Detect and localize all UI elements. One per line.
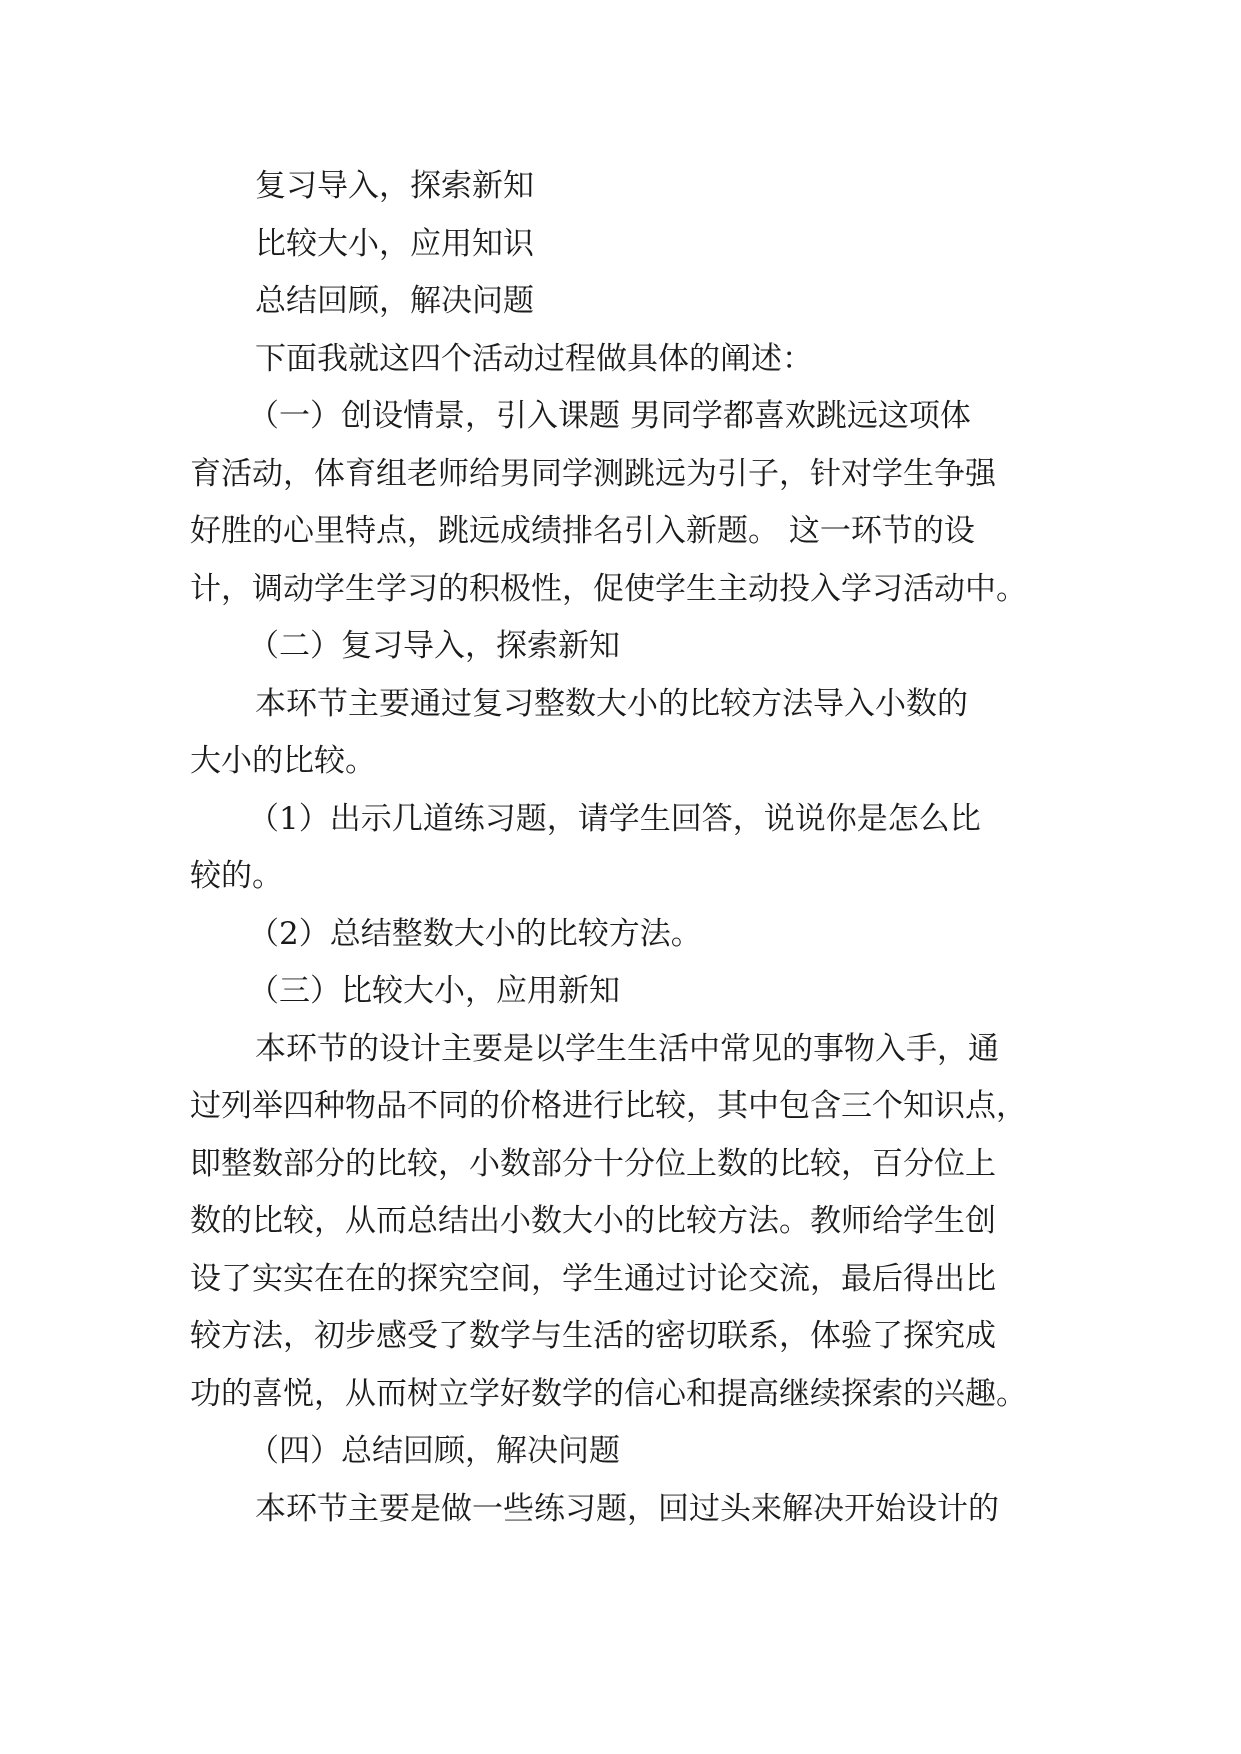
section-heading-1: （一）创设情景，引入课题 男同学都喜欢跳远这项体 — [248, 398, 971, 434]
paragraph-line: 较的。 — [190, 858, 283, 894]
section-heading-4: （四）总结回顾，解决问题 — [248, 1433, 620, 1469]
paragraph-line: 大小的比较。 — [190, 743, 376, 779]
paragraph-line: 本环节主要是做一些练习题，回过头来解决开始设计的 — [255, 1490, 999, 1527]
paragraph-line: 好胜的心里特点，跳远成绩排名引入新题。 这一环节的设 — [190, 513, 975, 549]
paragraph-line: 设了实实在在的探究空间，学生通过讨论交流，最后得出比 — [190, 1260, 996, 1297]
document-body — [190, 158, 1060, 1538]
paragraph-line: 功的喜悦，从而树立学好数学的信心和提高继续探索的兴趣。 — [190, 1375, 1027, 1412]
paragraph-line: 即整数部分的比较，小数部分十分位上数的比较，百分位上 — [190, 1145, 996, 1182]
paragraph-line: 数的比较，从而总结出小数大小的比较方法。教师给学生创 — [190, 1203, 996, 1239]
list-item-2: （2）总结整数大小的比较方法。 — [248, 915, 702, 952]
paragraph-line: 总结回顾，解决问题 — [255, 283, 534, 319]
paragraph-line: 复习导入，探索新知 — [255, 168, 534, 204]
paragraph-line: 下面我就这四个活动过程做具体的阐述： — [255, 340, 813, 377]
section-heading-2: （二）复习导入，探索新知 — [248, 628, 620, 664]
paragraph-line: 过列举四种物品不同的价格进行比较，其中包含三个知识点， — [190, 1088, 1027, 1124]
section-heading-3: （三）比较大小，应用新知 — [248, 973, 620, 1009]
list-item-1: （1）出示几道练习题，请学生回答，说说你是怎么比 — [248, 800, 981, 837]
paragraph-line: 本环节的设计主要是以学生生活中常见的事物入手，通 — [255, 1030, 999, 1067]
paragraph-line: 比较大小，应用知识 — [255, 225, 534, 262]
paragraph-line: 育活动，体育组老师给男同学测跳远为引子，针对学生争强 — [190, 455, 996, 492]
paragraph-line: 本环节主要通过复习整数大小的比较方法导入小数的 — [255, 685, 968, 722]
paragraph-line: 计，调动学生学习的积极性，促使学生主动投入学习活动中。 — [190, 570, 1027, 607]
paragraph-line: 较方法，初步感受了数学与生活的密切联系，体验了探究成 — [190, 1318, 996, 1354]
